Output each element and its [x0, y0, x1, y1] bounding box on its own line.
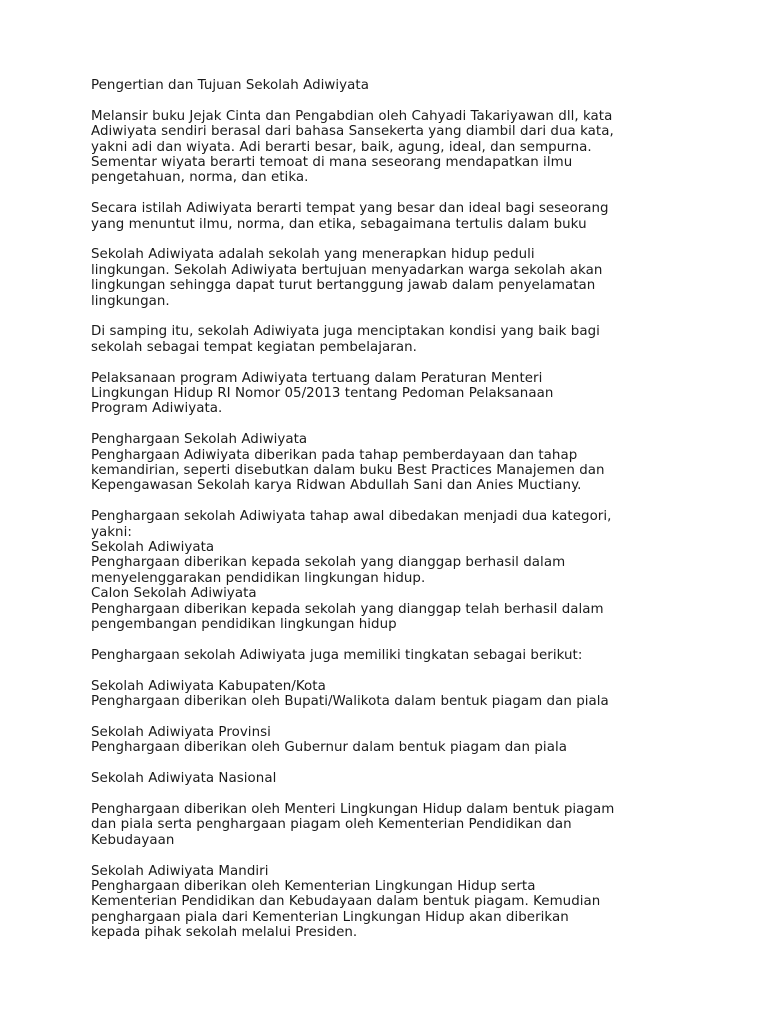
paragraph: [91, 324, 691, 355]
text-line: pengetahuan, norma, dan etika.: [91, 170, 309, 186]
text-line: Melansir buku Jejak Cinta dan Pengabdian oleh Cahyadi Takariyawan dll, kata: [91, 108, 613, 124]
text-line: Penghargaan sekolah Adiwiyata juga memiliki tingkatan sebagai berikut:: [91, 647, 583, 663]
text-line: Sekolah Adiwiyata Nasional: [91, 771, 277, 787]
text-line: Penghargaan diberikan oleh Bupati/Walikota dalam bentuk piagam dan piala: [91, 694, 609, 710]
paragraph: [91, 725, 691, 756]
text-line: Pelaksanaan program Adiwiyata tertuang dalam Peraturan Menteri: [91, 370, 543, 386]
text-line: Adiwiyata sendiri berasal dari bahasa Sansekerta yang diambil dari dua kata,: [91, 124, 614, 140]
paragraph: [91, 648, 691, 663]
paragraph: [91, 509, 691, 632]
text-line: Calon Sekolah Adiwiyata: [91, 586, 257, 602]
text-line: Penghargaan diberikan oleh Gubernur dalam bentuk piagam dan piala: [91, 740, 567, 756]
text-line: Sekolah Adiwiyata adalah sekolah yang menerapkan hidup peduli: [91, 247, 535, 263]
paragraph: [91, 201, 691, 232]
text-line: Kementerian Pendidikan dan Kebudayaan dalam bentuk piagam. Kemudian: [91, 894, 601, 910]
text-line: Penghargaan diberikan kepada sekolah yang dianggap telah berhasil dalam: [91, 601, 604, 617]
text-line: dan piala serta penghargaan piagam oleh Kementerian Pendidikan dan: [91, 817, 572, 833]
text-line: Penghargaan Adiwiyata diberikan pada tahap pemberdayaan dan tahap: [91, 447, 578, 463]
paragraph: [91, 864, 691, 941]
text-line: Di samping itu, sekolah Adiwiyata juga menciptakan kondisi yang baik bagi: [91, 324, 600, 340]
text-line: Penghargaan sekolah Adiwiyata tahap awal dibedakan menjadi dua kategori,: [91, 509, 612, 525]
text-line: yang menuntut ilmu, norma, dan etika, sebagaimana tertulis dalam buku: [91, 216, 587, 232]
paragraph: [91, 371, 691, 417]
text-line: penghargaan piala dari Kementerian Lingkungan Hidup akan diberikan: [91, 909, 569, 925]
text-line: Penghargaan diberikan kepada sekolah yang dianggap berhasil dalam: [91, 555, 566, 571]
text-line: lingkungan sehingga dapat turut bertanggung jawab dalam penyelamatan: [91, 278, 596, 294]
text-line: menyelenggarakan pendidikan lingkungan hidup.: [91, 570, 426, 586]
text-line: Secara istilah Adiwiyata berarti tempat yang besar dan ideal bagi seseorang: [91, 201, 609, 217]
paragraph: [91, 432, 691, 494]
document-title-paragraph: [91, 78, 691, 93]
text-line: Penghargaan diberikan oleh Menteri Lingkungan Hidup dalam bentuk piagam: [91, 801, 615, 817]
paragraph: [91, 802, 691, 848]
text-line: lingkungan. Sekolah Adiwiyata bertujuan menyadarkan warga sekolah akan: [91, 262, 603, 278]
text-line: Sekolah Adiwiyata Mandiri: [91, 863, 269, 879]
text-line: sekolah sebagai tempat kegiatan pembelajaran.: [91, 339, 417, 355]
text-line: Program Adiwiyata.: [91, 401, 223, 417]
text-line: kemandirian, seperti disebutkan dalam buku Best Practices Manajemen dan: [91, 463, 605, 479]
text-line: Kepengawasan Sekolah karya Ridwan Abdullah Sani dan Anies Muctiany.: [91, 478, 582, 494]
paragraph: [91, 771, 691, 786]
text-line: Lingkungan Hidup RI Nomor 05/2013 tentang Pedoman Pelaksanaan: [91, 386, 554, 402]
text-line: pengembangan pendidikan lingkungan hidup: [91, 617, 397, 633]
text-line: yakni:: [91, 524, 132, 540]
text-line: yakni adi dan wiyata. Adi berarti besar, baik, agung, ideal, dan sempurna.: [91, 139, 592, 155]
paragraph: [91, 679, 691, 710]
text-line: Sementar wiyata berarti temoat di mana seseorang mendapatkan ilmu: [91, 155, 573, 171]
paragraph: [91, 109, 691, 186]
text-line: kepada pihak sekolah melalui Presiden.: [91, 925, 358, 941]
text-line: Sekolah Adiwiyata Kabupaten/Kota: [91, 678, 326, 694]
text-line: Sekolah Adiwiyata: [91, 540, 215, 556]
text-line: Kebudayaan: [91, 832, 175, 848]
paragraph: [91, 247, 691, 309]
document-page: [91, 78, 691, 956]
text-line: Pengertian dan Tujuan Sekolah Adiwiyata: [91, 78, 369, 93]
text-line: Penghargaan Sekolah Adiwiyata: [91, 432, 308, 448]
text-line: lingkungan.: [91, 293, 170, 309]
text-line: Penghargaan diberikan oleh Kementerian Lingkungan Hidup serta: [91, 878, 536, 894]
text-line: Sekolah Adiwiyata Provinsi: [91, 724, 271, 740]
